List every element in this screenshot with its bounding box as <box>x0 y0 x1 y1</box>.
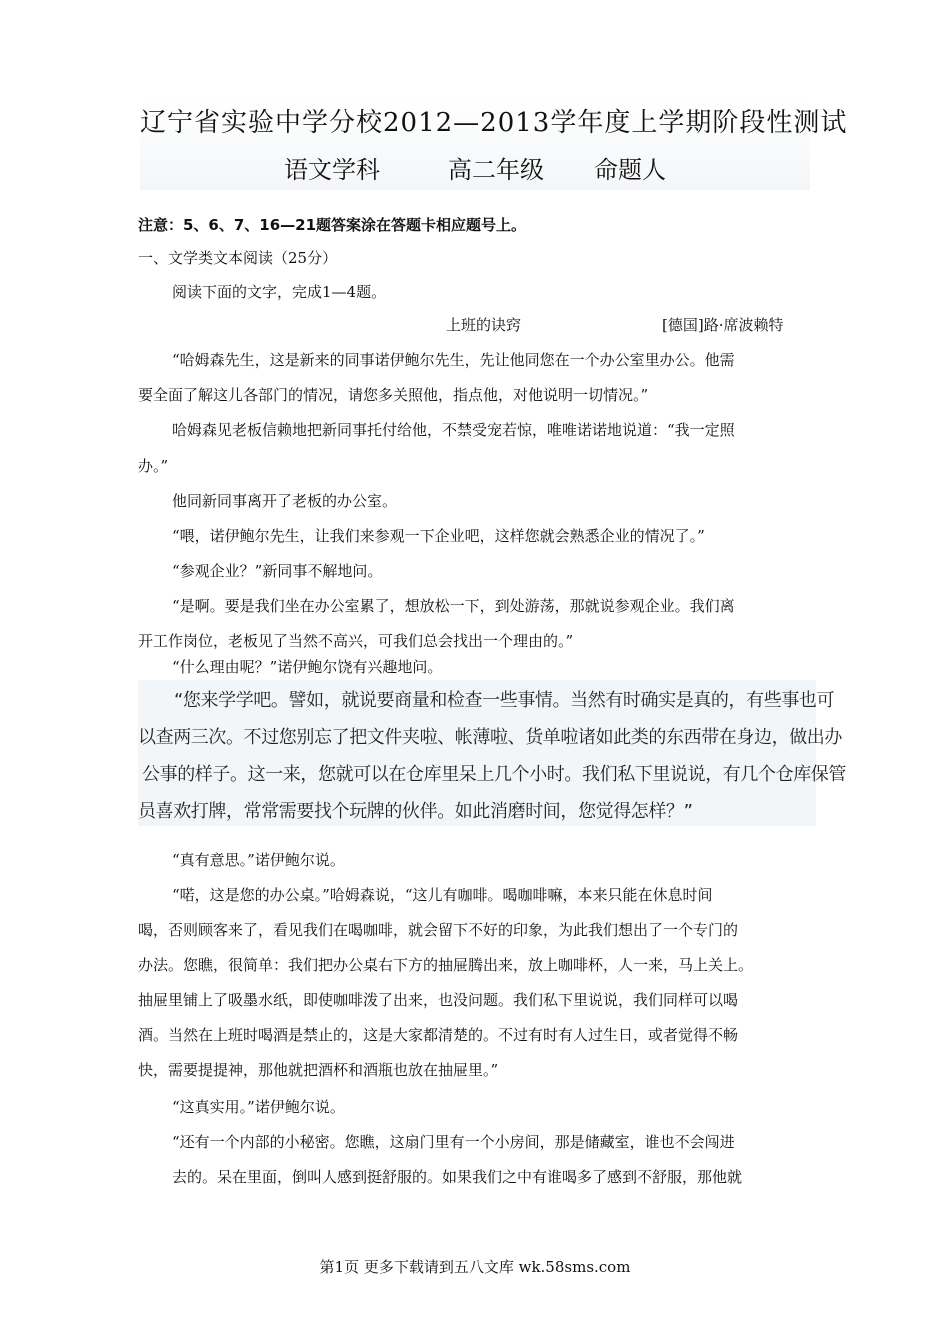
paragraph-line: “喂，诺伊鲍尔先生，让我们来参观一下企业吧，这样您就会熟悉企业的情况了。” <box>172 527 705 545</box>
paragraph-line: 开工作岗位，老板见了当然不高兴，可我们总会找出一个理由的。” <box>138 632 574 650</box>
exam-subtitle <box>140 150 810 185</box>
paragraph-line: “什么理由呢？”诺伊鲍尔饶有兴趣地问。 <box>172 658 443 676</box>
section-heading: 一、文学类文本阅读（25分） <box>138 249 338 267</box>
exam-title: 辽宁省实验中学分校2012—2013学年度上学期阶段性测试 <box>140 108 848 138</box>
paragraph-line: “是啊。要是我们坐在办公室累了，想放松一下，到处游荡，那就说参观企业。我们离 <box>172 597 735 615</box>
paragraph-line: “哈姆森先生，这是新来的同事诺伊鲍尔先生，先让他同您在一个办公室里办公。他需 <box>172 351 735 369</box>
paragraph-line: 要全面了解这儿各部门的情况，请您多关照他，指点他，对他说明一切情况。” <box>138 386 649 404</box>
author-label: 命题人 <box>594 156 666 184</box>
subject-label: 语文学科 <box>284 156 380 184</box>
notice: 注意：5、6、7、16—21题答案涂在答题卡相应题号上。 <box>138 216 527 234</box>
paragraph-line: 酒。当然在上班时喝酒是禁止的，这是大家都清楚的。不过有时有人过生日，或者觉得不畅 <box>138 1026 739 1044</box>
paragraph-line: 去的。呆在里面，倒叫人感到挺舒服的。如果我们之中有谁喝多了感到不舒服，那他就 <box>172 1168 743 1186</box>
page-footer: 第1页 更多下载请到五八文库 wk.58sms.com <box>319 1258 631 1276</box>
paragraph-line: “这真实用。”诺伊鲍尔说。 <box>172 1098 345 1116</box>
story-title: 上班的诀窍 <box>446 316 522 334</box>
paragraph-line: “还有一个内部的小秘密。您瞧，这扇门里有一个小房间，那是储藏室，谁也不会闯进 <box>172 1133 735 1151</box>
paragraph-line: 快，需要提提神，那他就把酒杯和酒瓶也放在抽屉里。” <box>138 1061 499 1079</box>
scanned-quote-line: 以查两三次。不过您别忘了把文件夹啦、帐薄啦、货单啦诸如此类的东西带在身边，做出办 <box>138 727 842 748</box>
scanned-quote-block <box>138 680 846 826</box>
paragraph-line: “参观企业？”新同事不解地问。 <box>172 562 383 580</box>
grade-label: 高二年级 <box>448 156 544 184</box>
title-block <box>140 98 848 190</box>
paragraph-line: 抽屉里铺上了吸墨水纸，即使咖啡泼了出来，也没问题。我们私下里说说，我们同样可以喝 <box>138 991 739 1009</box>
paragraph-line: 办。” <box>138 457 169 475</box>
paragraph-line: 哈姆森见老板信赖地把新同事托付给他，不禁受宠若惊，唯唯诺诺地说道：“我一定照 <box>172 421 735 439</box>
paragraph-line: 他同新同事离开了老板的办公室。 <box>172 492 398 510</box>
instruction: 阅读下面的文字，完成1—4题。 <box>172 283 387 301</box>
story-author: [德国]路·席波赖特 <box>662 316 784 334</box>
paragraph-line: 办法。您瞧，很简单：我们把办公桌右下方的抽屉腾出来，放上咖啡杯，人一来，马上关上。 <box>138 956 754 974</box>
scanned-quote-line: 员喜欢打牌，常常需要找个玩牌的伙伴。如此消磨时间，您觉得怎样？” <box>138 801 693 822</box>
scanned-quote-line: “您来学学吧。譬如，就说要商量和检查一些事情。当然有时确实是真的，有些事也可 <box>174 690 835 711</box>
paragraph-line: “喏，这是您的办公桌。”哈姆森说，“这儿有咖啡。喝咖啡嘛，本来只能在休息时间 <box>172 886 713 904</box>
paragraph-line: 喝，否则顾客来了，看见我们在喝咖啡，就会留下不好的印象，为此我们想出了一个专门的 <box>138 921 739 939</box>
scanned-quote-line: 公事的样子。这一来，您就可以在仓库里呆上几个小时。我们私下里说说，有几个仓库保管 <box>142 764 846 785</box>
paragraph-line: “真有意思。”诺伊鲍尔说。 <box>172 851 345 869</box>
